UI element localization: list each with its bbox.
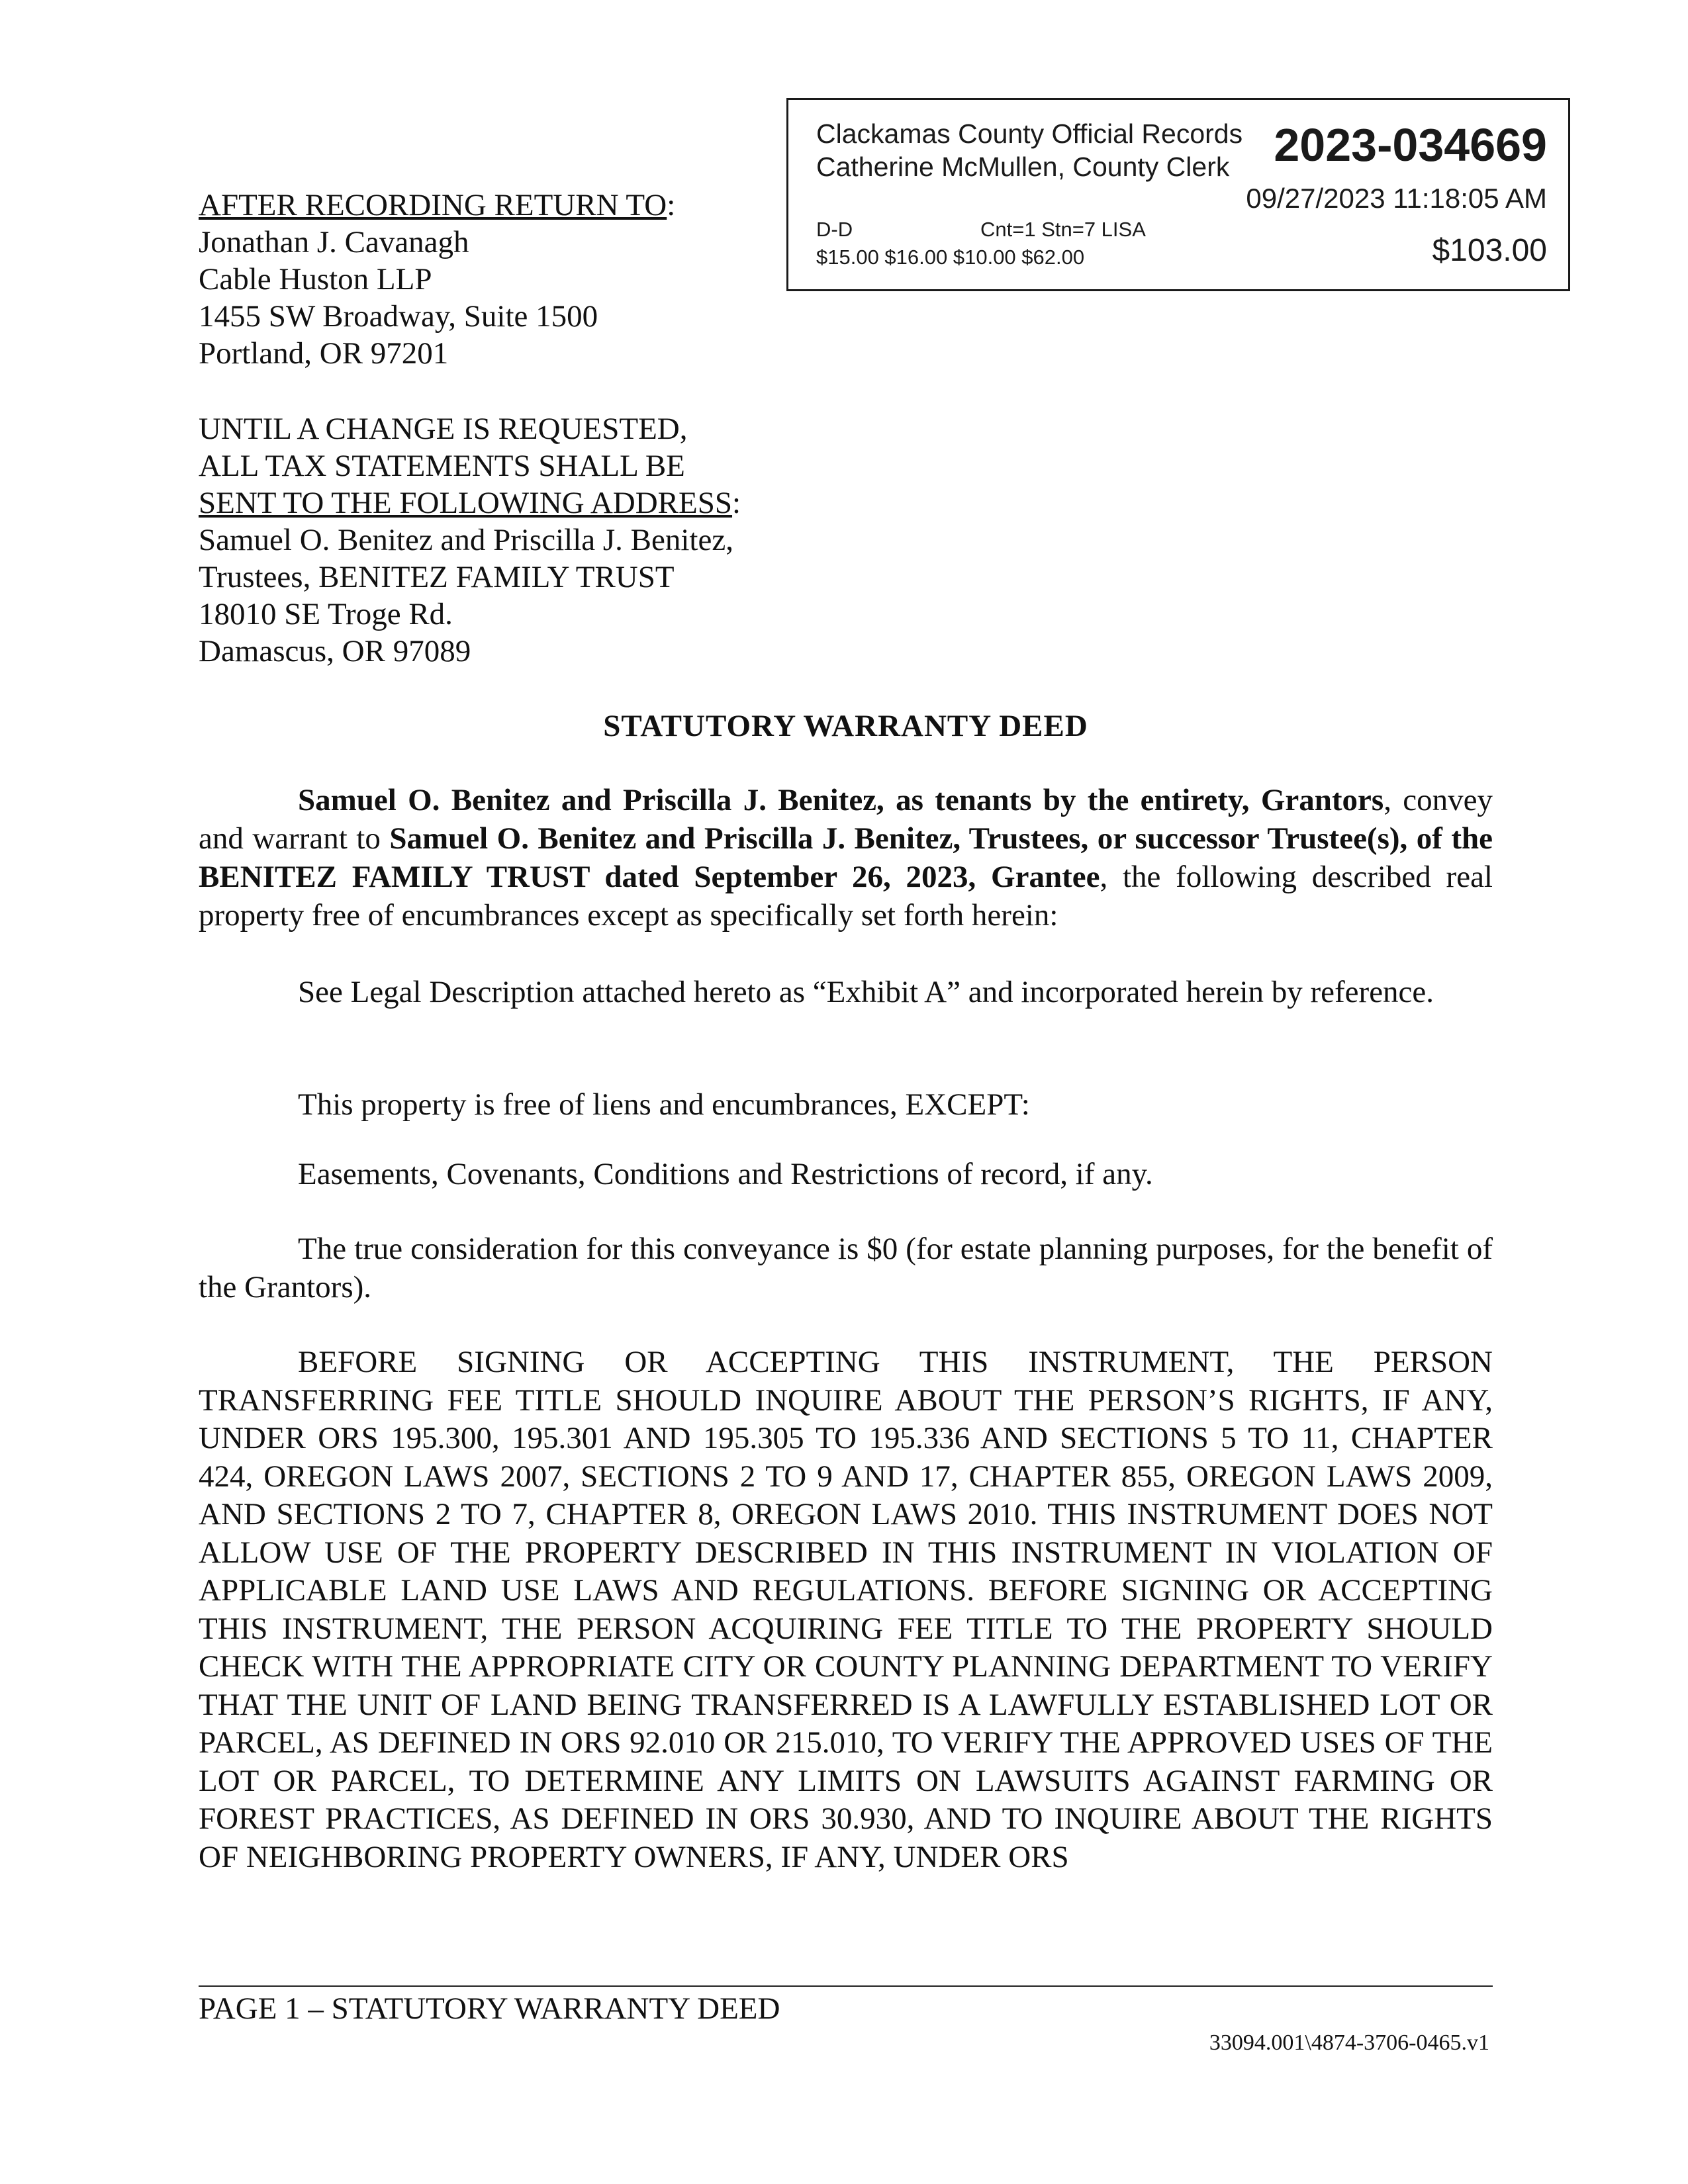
liens-paragraph: This property is free of liens and encumbrances, EXCEPT: [298,1087,1030,1122]
stamp-doc-type: D-D [816,218,853,241]
tax-address-line: Trustees, BENITEZ FAMILY TRUST [199,560,675,594]
grantee-text: Samuel O. Benitez and Priscilla J. Benitez, Trustees, or successor Trustee(s), of the BENITEZ FAMILY TRUST dated September 26, 2023, Grantee [199,821,1493,894]
tax-heading-line: SENT TO THE FOLLOWING ADDRESS: [199,486,741,520]
consideration-paragraph: The true consideration for this conveyance is $0 (for estate planning purposes, for the benefit of the Grantors). [199,1232,1493,1304]
stamp-clerk: Catherine McMullen, County Clerk [816,152,1230,182]
page-footer-label: PAGE 1 – STATUTORY WARRANTY DEED [199,1991,780,2026]
recording-stamp [786,98,1570,291]
legal-description-paragraph: See Legal Description attached hereto as “Exhibit A” and incorporated herein by reference. [298,975,1434,1009]
return-to-line: Portland, OR 97201 [199,336,449,371]
stamp-total: $103.00 [1432,233,1547,268]
easements-paragraph: Easements, Covenants, Conditions and Restrictions of record, if any. [298,1157,1153,1191]
tax-address-line: Damascus, OR 97089 [199,634,471,668]
stamp-fees: $15.00 $16.00 $10.00 $62.00 [816,246,1085,269]
tax-statement-block [199,410,741,670]
grantors-text: Samuel O. Benitez and Priscilla J. Benitez, as tenants by the entirety, Grantors [298,783,1384,817]
stamp-document-number: 2023-034669 [1274,119,1547,171]
return-to-line: Cable Huston LLP [199,262,432,296]
document-title: STATUTORY WARRANTY DEED [603,709,1088,743]
stamp-counts: Cnt=1 Stn=7 LISA [980,218,1146,241]
stamp-datetime: 09/27/2023 11:18:05 AM [1246,183,1547,214]
tax-heading-line: UNTIL A CHANGE IS REQUESTED, [199,412,688,446]
statutory-notice-paragraph: BEFORE SIGNING OR ACCEPTING THIS INSTRUMENT, THE PERSON TRANSFERRING FEE TITLE SHOULD INQUIRE ABOUT THE PERSON’S RIGHTS, IF ANY, UNDER ORS 195.300, 195.301 AND 195.305 TO 195.336 AND SECTIONS 5 TO 11, CHAPTER 424, OREGON LAWS 2007, SECTIONS 2 TO 9 AND 17, CHAPTER 855, OREGON LAWS 2009, AND SECTIONS 2 TO 7, CHAPTER 8, OREGON LAWS 2010. THIS INSTRUMENT DOES NOT ALLOW USE OF THE PROPERTY DESCRIBED IN THIS INSTRUMENT IN VIOLATION OF APPLICABLE LAND USE LAWS AND REGULATIONS. BEFORE SIGNING OR ACCEPTING THIS INSTRUMENT, THE PERSON ACQUIRING FEE TITLE TO THE PROPERTY SHOULD CHECK WITH THE APPROPRIATE CITY OR COUNTY PLANNING DEPARTMENT TO VERIFY THAT THE UNIT OF LAND BEING TRANSFERRED IS A LAWFULLY ESTABLISHED LOT OR PARCEL, AS DEFINED IN ORS 92.010 OR 215.010, TO VERIFY THE APPROVED USES OF THE LOT OR PARCEL, TO DETERMINE ANY LIMITS ON LAWSUITS AGAINST FARMING OR FOREST PRACTICES, AS DEFINED IN ORS 30.930, AND TO INQUIRE ABOUT THE RIGHTS OF NEIGHBORING PROPERTY OWNERS, IF ANY, UNDER ORS [199,1345,1493,1874]
return-to-line: Jonathan J. Cavanagh [199,225,469,259]
footer-rule [199,1985,1493,1987]
document-reference: 33094.001\4874-3706-0465.v1 [1209,2030,1489,2055]
conveyance-paragraph: Samuel O. Benitez and Priscilla J. Benitez, as tenants by the entirety, Grantors, convey and warrant to Samuel O. Benitez and Priscilla J. Benitez, Trustees, or successor Trustee(s), of the BENITEZ FAMILY TRUST dated September 26, 2023, Grantee, the following described real property free of encumbrances except as specifically set forth herein: [199,783,1493,933]
return-to-line: 1455 SW Broadway, Suite 1500 [199,299,598,334]
tax-heading-line: ALL TAX STATEMENTS SHALL BE [199,449,685,483]
tax-address-line: Samuel O. Benitez and Priscilla J. Benitez, [199,523,733,557]
stamp-office: Clackamas County Official Records [816,118,1243,149]
tax-address-line: 18010 SE Troge Rd. [199,597,453,631]
return-to-block [199,187,675,372]
return-to-heading: AFTER RECORDING RETURN TO: [199,188,676,222]
